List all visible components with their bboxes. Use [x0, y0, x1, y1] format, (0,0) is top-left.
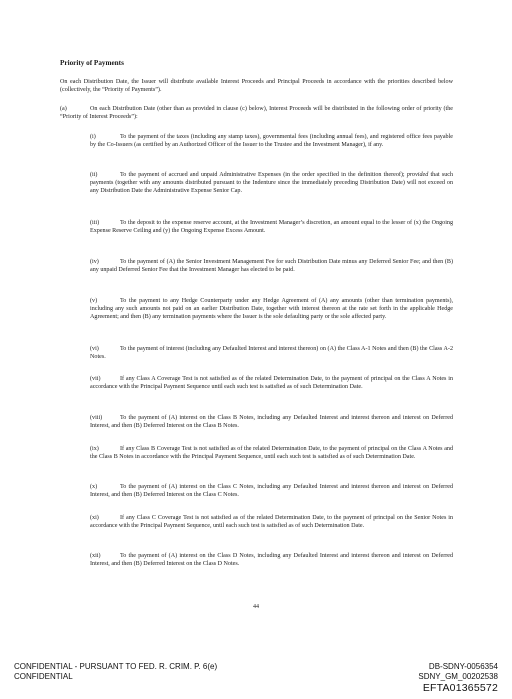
item-marker: (vi) [90, 346, 99, 352]
item-text: To the payment of (A) interest on the Class B Notes, including any Defaulted Interest and interest thereon and interest on Deferred Interest, and then (B) Deferred Interest on the Class B Notes. [90, 415, 453, 430]
list-item [90, 483, 453, 499]
bates-number-sdny: SDNY_GM_00202538 [418, 672, 498, 681]
footer-legend-line: CONFIDENTIAL - PURSUANT TO FED. R. CRIM. P. 6(e) [14, 662, 218, 671]
item-text: To the deposit to the expense reserve account, at the Investment Manager’s discretion, an amount equal to the lesser of (x) the Ongoing Expense Reserve Ceiling and (y) the Ongoing Expense Excess Amount. [90, 220, 453, 235]
item-text: To the payment of (A) interest on the Class C Notes, including any Defaulted Interest and interest thereon and interest on Deferred Interest, and then (B) Deferred Interest on the Class C Notes. [90, 484, 453, 499]
item-text: To the payment of the taxes (including any stamp taxes), governmental fees (including annual fees), and registered office fees payable by the Co-Issuers (as certified by an Authorized Officer of the Issuer to the Trustee and the Investment Manager), if any. [90, 134, 453, 149]
list-item [90, 414, 453, 430]
list-item [90, 133, 453, 149]
intro-paragraph: On each Distribution Date, the Issuer will distribute available Interest Proceeds and Principal Proceeds in accordance with the priorities described below (collectively, the “Priority of Payments”). [60, 79, 453, 94]
item-marker: (i) [90, 134, 96, 140]
item-text: If any Class A Coverage Test is not satisfied as of the related Determination Date, to the payment of principal on the Class A Notes in accordance with the Principal Payment Sequence until each such test is satisfied as of such Determination Date. [90, 376, 453, 391]
list-item [90, 514, 453, 530]
clause-a-text: On each Distribution Date (other than as provided in clause (c) below), Interest Proceeds will be distributed in the following order of priority (the “Priority of Interest Proceeds”): [60, 106, 453, 121]
item-text-italic: provided [406, 172, 429, 178]
list-item [90, 171, 453, 196]
bates-number-efta: EFTA01365572 [422, 682, 498, 694]
list-item [90, 258, 453, 274]
list-item [90, 297, 453, 322]
item-marker: (xii) [90, 553, 101, 559]
clause-a-marker: (a) [60, 106, 67, 112]
clause-a-paragraph [60, 105, 453, 121]
footer-confidential-label: CONFIDENTIAL [14, 672, 73, 681]
section-heading: Priority of Payments [60, 59, 124, 67]
item-marker: (ix) [90, 446, 99, 452]
item-marker: (iii) [90, 220, 100, 226]
item-marker: (x) [90, 484, 98, 490]
list-item [90, 375, 453, 391]
item-text: To the payment of (A) interest on the Class D Notes, including any Defaulted Interest and interest thereon and interest on Deferred Interest, and then (B) Deferred Interest on the Class D Notes. [90, 553, 453, 568]
item-marker: (iv) [90, 259, 99, 265]
page-number: 44 [253, 604, 259, 610]
item-marker: (vii) [90, 376, 101, 382]
item-text: To the payment of interest (including any Defaulted Interest and interest thereon) on (A) the Class A-1 Notes and then (B) the Class A-2 Notes. [90, 346, 453, 361]
list-item [90, 552, 453, 568]
item-marker: (ii) [90, 172, 98, 178]
item-text: If any Class B Coverage Test is not satisfied as of the related Determination Date, to the payment of principal on the Class A Notes and the Class B Notes in accordance with the Principal Payment Sequence, until each such test is satisfied as of such Determination Date. [90, 446, 453, 461]
item-marker: (v) [90, 298, 98, 304]
item-text: To the payment to any Hedge Counterparty under any Hedge Agreement of (A) any amounts (other than termination payments), including any such amounts not paid on an earlier Distribution Date, together with interest thereon at the rate set forth in the applicable Hedge Agreement; and then (B) any termination payments where the Issuer is the sole defaulting party or the sole affected party. [90, 298, 453, 321]
item-text: If any Class C Coverage Test is not satisfied as of the related Determination Date, to the payment of principal on the Senior Notes in accordance with the Principal Payment Sequence, until each such test is satisfied as of such Determination Date. [90, 515, 453, 530]
list-item [90, 345, 453, 361]
item-marker: (xi) [90, 515, 99, 521]
footer-bates-numbers [418, 662, 498, 694]
item-text: To the payment of (A) the Senior Investment Management Fee for such Distribution Date minus any Deferred Senior Fee; and then (B) any unpaid Deferred Senior Fee that the Investment Manager has elected to be paid. [90, 259, 453, 274]
item-marker: (viii) [90, 415, 103, 421]
bates-number-db: DB-SDNY-0056354 [428, 662, 498, 671]
item-text: that such payments (together with any amounts distributed pursuant to the Indenture since the immediately preceding Distribution Date) will not exceed on any Distribution Date the Administrative Expense Senior Cap. [90, 172, 454, 195]
footer-confidentiality [14, 662, 217, 682]
list-item [90, 445, 453, 461]
list-item [90, 219, 453, 235]
item-text: To the payment of accrued and unpaid Administrative Expenses (in the order specified in the definition thereof); [120, 172, 407, 178]
